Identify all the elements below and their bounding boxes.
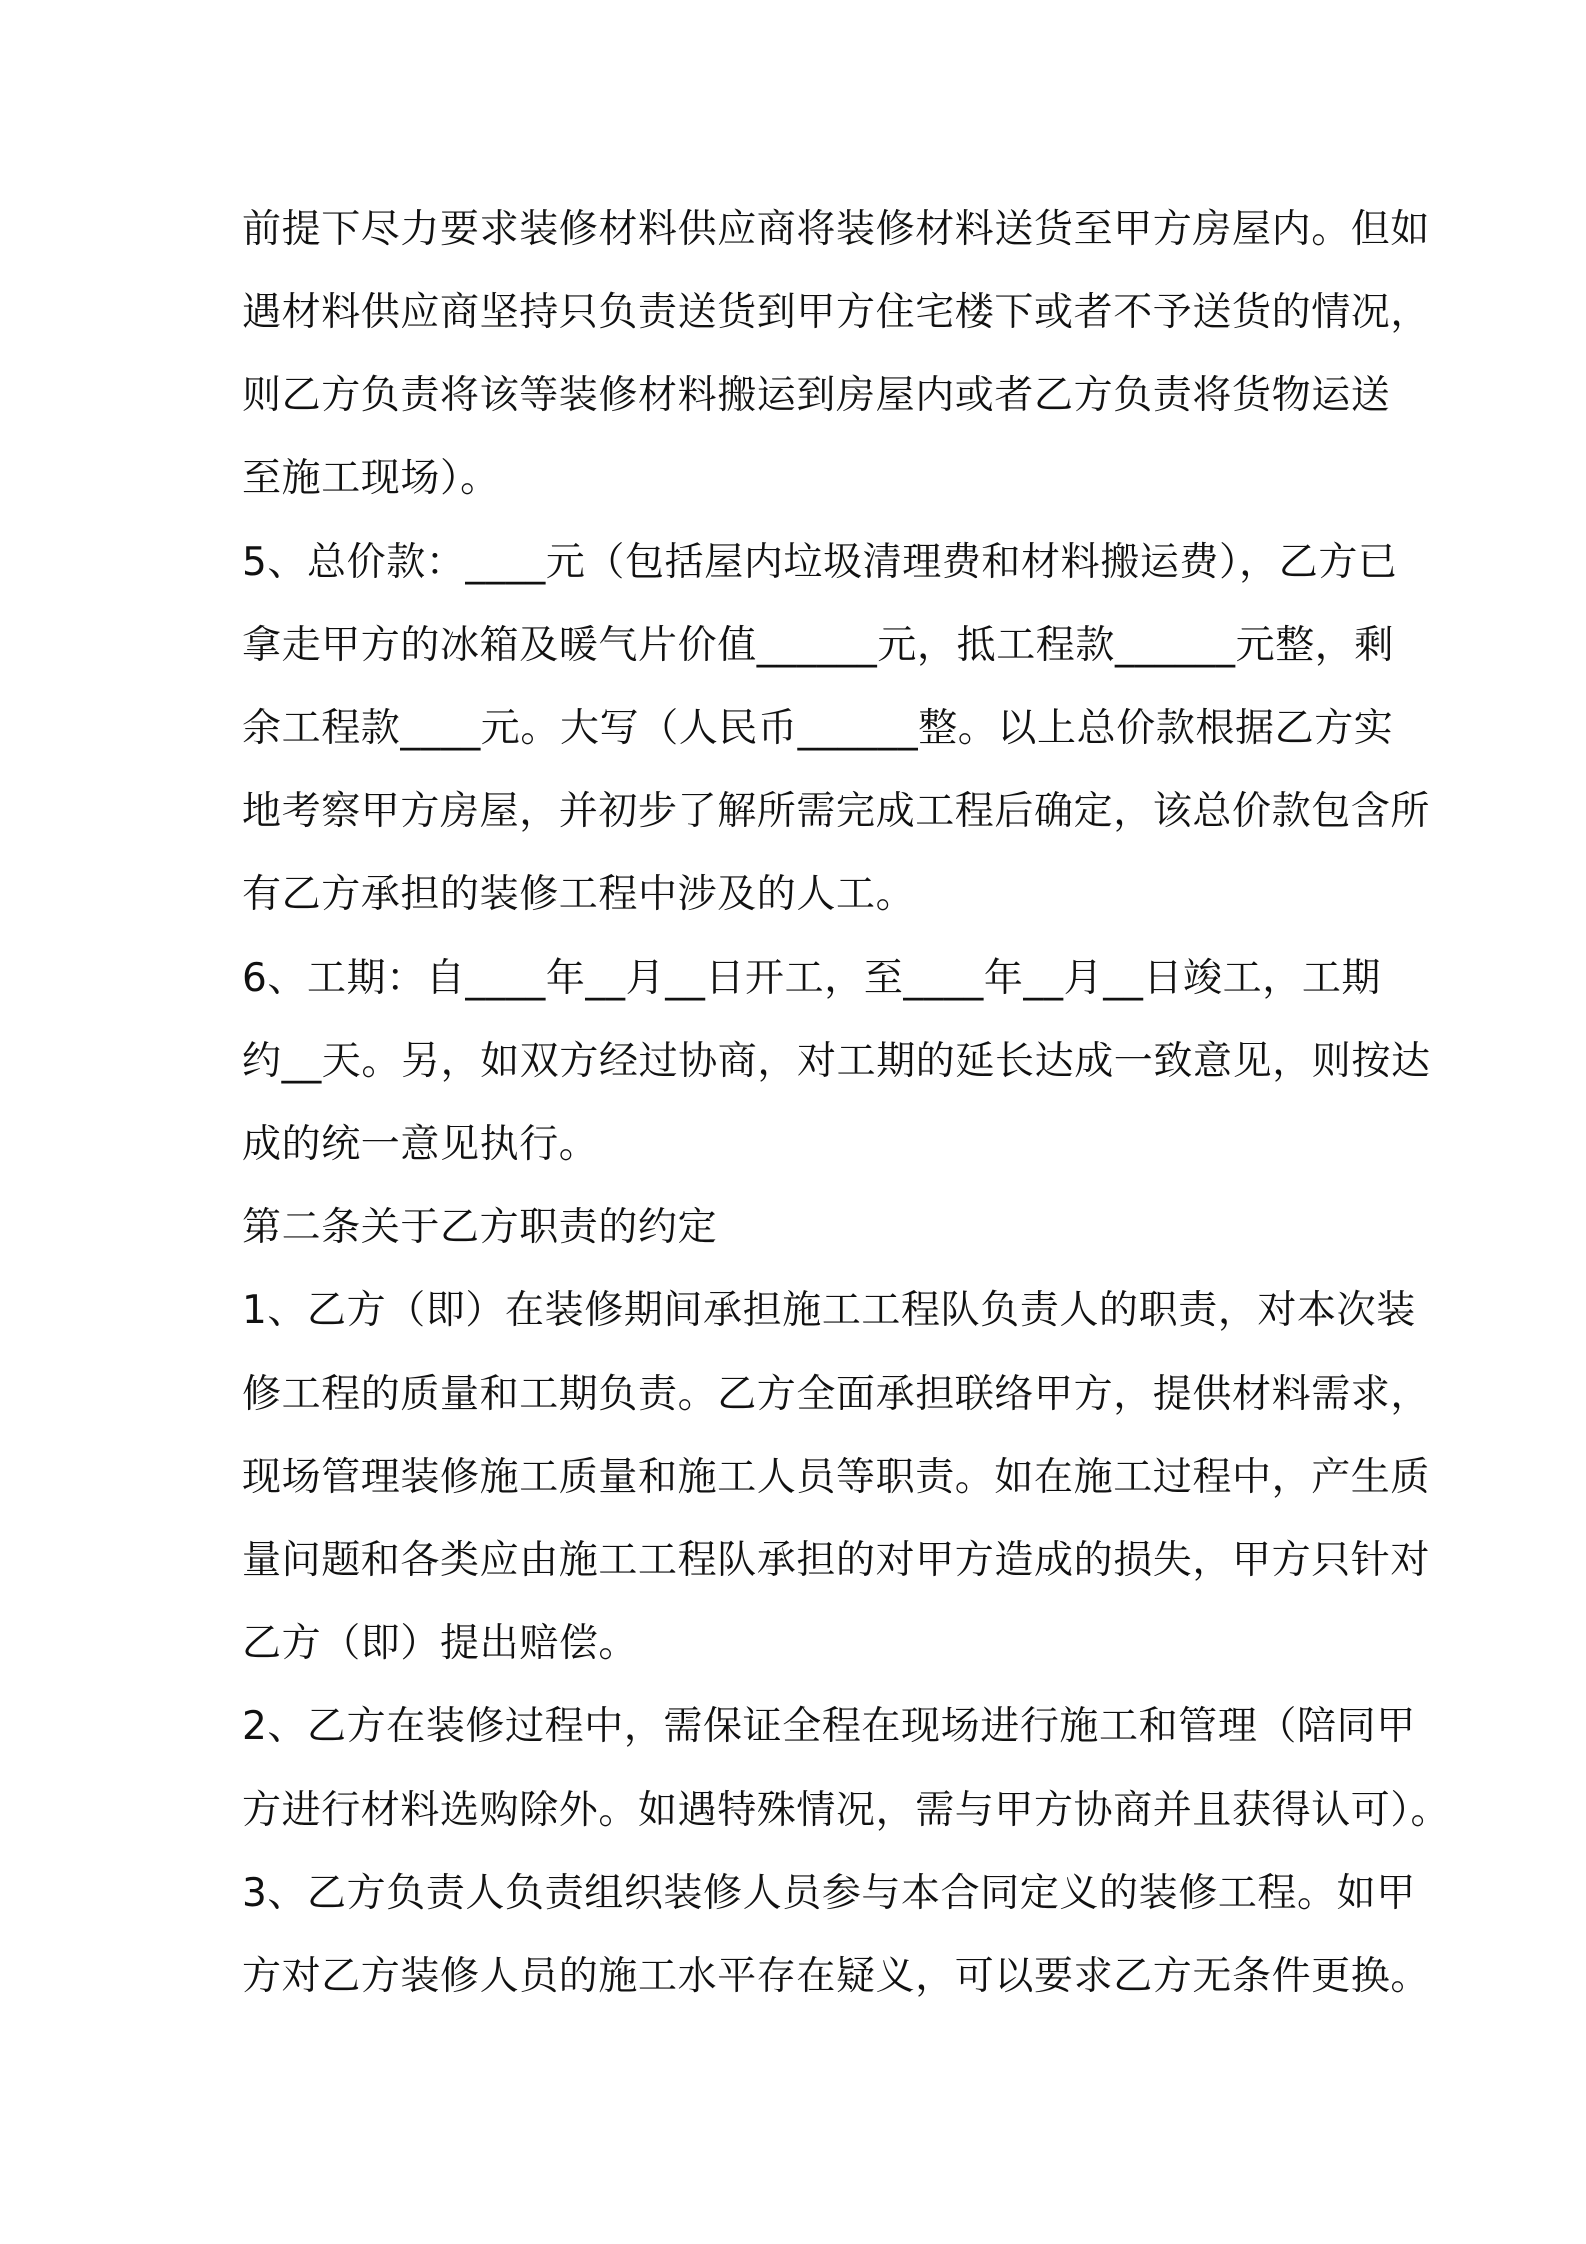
section-heading: 第二条关于乙方职责的约定: [242, 1205, 718, 1250]
clause-5-line-5: 有乙方承担的装修工程中涉及的人工。: [242, 872, 916, 917]
clause-6-line-1: 6、工期：自____年__月__日开工，至____年__月__日竣工，工期: [242, 956, 1382, 1001]
duty-1-line-4: 量问题和各类应由施工工程队承担的对甲方造成的损失，甲方只针对: [242, 1538, 1431, 1583]
clause-5-line-1: 5、总价款：____元（包括屋内垃圾清理费和材料搬运费），乙方已: [242, 540, 1398, 585]
text-line-2: 遇材料供应商坚持只负责送货到甲方住宅楼下或者不予送货的情况，: [242, 290, 1431, 335]
clause-5-line-2: 拿走甲方的冰箱及暖气片价值______元，抵工程款______元整，剩: [242, 623, 1395, 668]
duty-2-line-2: 方进行材料选购除外。如遇特殊情况，需与甲方协商并且获得认可）。: [242, 1788, 1451, 1833]
duty-1-line-3: 现场管理装修施工质量和施工人员等职责。如在施工过程中，产生质: [242, 1455, 1431, 1500]
clause-5-line-4: 地考察甲方房屋，并初步了解所需完成工程后确定，该总价款包含所: [242, 789, 1431, 834]
duty-1-line-1: 1、乙方（即）在装修期间承担施工工程队负责人的职责，对本次装: [242, 1288, 1416, 1333]
text-line-3: 则乙方负责将该等装修材料搬运到房屋内或者乙方负责将货物运送: [242, 373, 1391, 418]
duty-3-line-1: 3、乙方负责人负责组织装修人员参与本合同定义的装修工程。如甲: [242, 1871, 1416, 1916]
clause-5-line-3: 余工程款____元。大写（人民币______整。以上总价款根据乙方实: [242, 706, 1394, 751]
duty-3-line-2: 方对乙方装修人员的施工水平存在疑义，可以要求乙方无条件更换。: [242, 1954, 1431, 1999]
text-line-4: 至施工现场）。: [242, 456, 500, 501]
duty-1-line-2: 修工程的质量和工期负责。乙方全面承担联络甲方，提供材料需求，: [242, 1372, 1431, 1417]
clause-6-line-2: 约__天。另，如双方经过协商，对工期的延长达成一致意见，则按达: [242, 1039, 1431, 1084]
duty-1-line-5: 乙方（即）提出赔偿。: [242, 1621, 639, 1666]
duty-2-line-1: 2、乙方在装修过程中，需保证全程在现场进行施工和管理（陪同甲: [242, 1704, 1416, 1749]
text-line-1: 前提下尽力要求装修材料供应商将装修材料送货至甲方房屋内。但如: [242, 207, 1431, 252]
clause-6-line-3: 成的统一意见执行。: [242, 1122, 599, 1167]
